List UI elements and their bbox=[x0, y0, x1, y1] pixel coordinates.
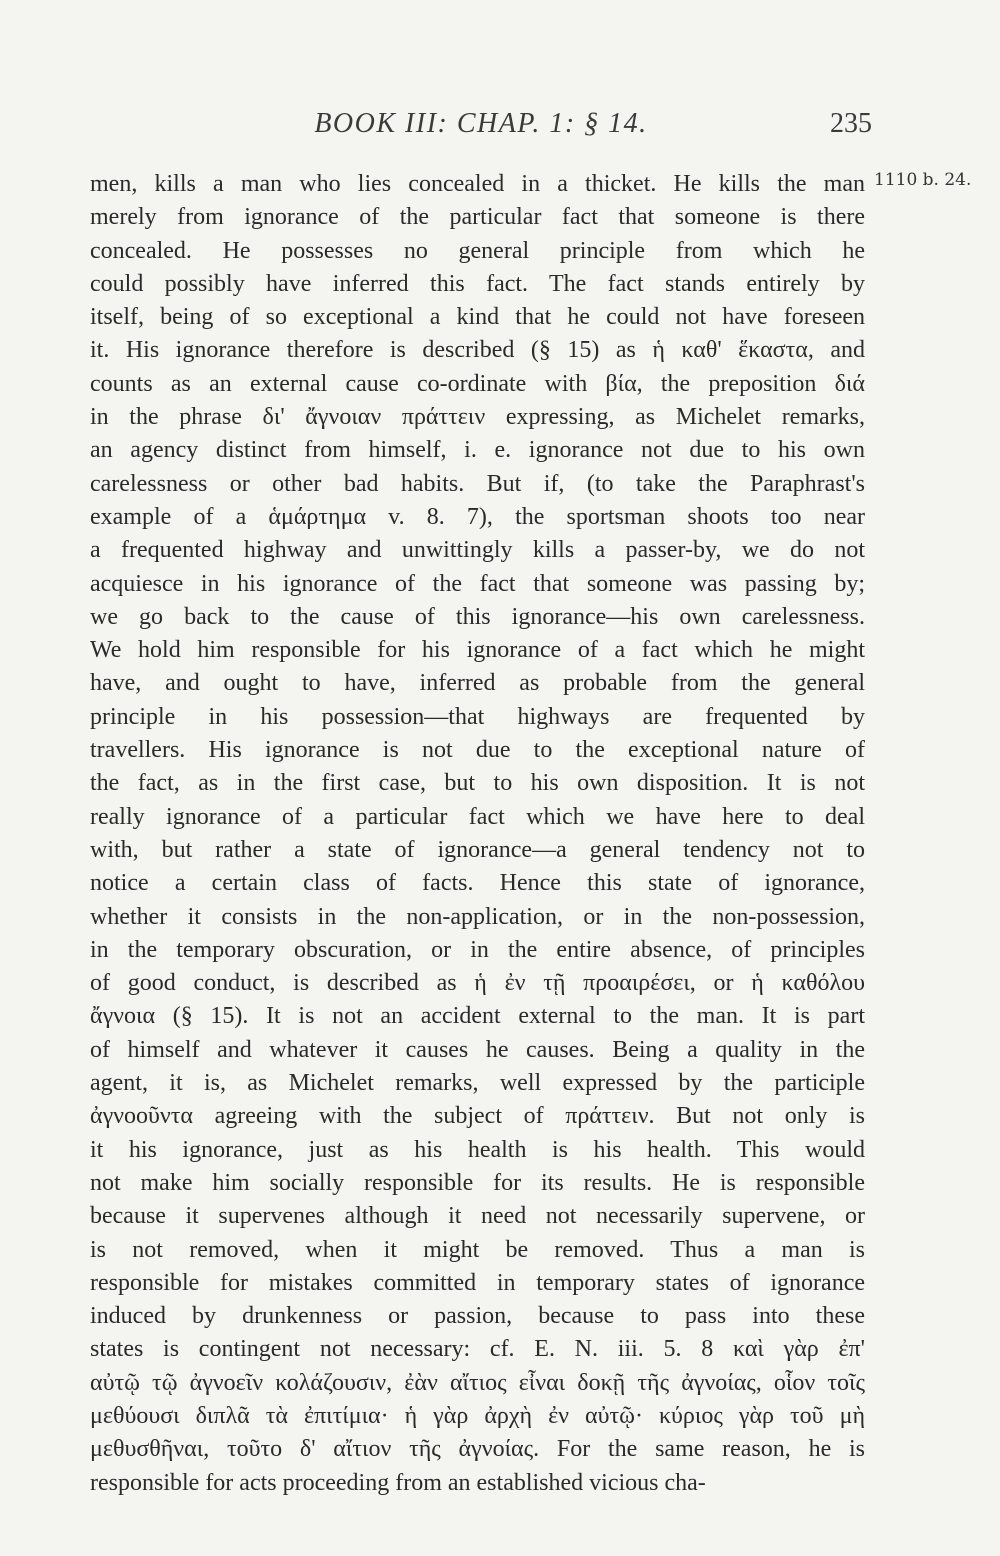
text-line: induced by drunkenness or passion, because to pass into these bbox=[90, 1303, 865, 1330]
text-line: states is contingent not necessary: cf. E. N. iii. 5. 8 καὶ γὰρ ἐπ' bbox=[90, 1336, 865, 1363]
body-text bbox=[90, 168, 865, 1500]
text-line: of himself and whatever it causes he causes. Being a quality in the bbox=[90, 1036, 865, 1063]
text-line: notice a certain class of facts. Hence this state of ignorance, bbox=[90, 870, 865, 897]
text-line: it. His ignorance therefore is described (§ 15) as ἡ καθ' ἕκαστα, and bbox=[90, 337, 865, 364]
text-line: because it supervenes although it need not necessarily supervene, or bbox=[90, 1203, 865, 1230]
text-line: μεθύουσι διπλᾶ τὰ ἐπιτίμια· ἡ γὰρ ἀρχὴ ἐν αὐτῷ· κύριος γὰρ τοῦ μὴ bbox=[90, 1402, 865, 1429]
text-line: with, but rather a state of ignorance—a general tendency not to bbox=[90, 836, 865, 863]
text-line: we go back to the cause of this ignorance—his own carelessness. bbox=[90, 603, 865, 630]
text-line: acquiesce in his ignorance of the fact that someone was passing by; bbox=[90, 570, 865, 597]
text-line: in the temporary obscuration, or in the entire absence, of principles bbox=[90, 936, 865, 963]
text-line: a frequented highway and unwittingly kills a passer-by, we do not bbox=[90, 537, 865, 564]
text-line: counts as an external cause co-ordinate with βία, the preposition διά bbox=[90, 370, 865, 397]
text-line: could possibly have inferred this fact. The fact stands entirely by bbox=[90, 270, 865, 297]
text-line: of good conduct, is described as ἡ ἐν τῇ προαιρέσει, or ἡ καθόλου bbox=[90, 970, 865, 997]
text-line: it his ignorance, just as his health is his health. This would bbox=[90, 1136, 865, 1163]
text-line: μεθυσθῆναι, τοῦτο δ' αἴτιον τῆς ἀγνοίας. For the same reason, he is bbox=[90, 1436, 865, 1463]
text-line: really ignorance of a particular fact which we have here to deal bbox=[90, 803, 865, 830]
text-line: αὐτῷ τῷ ἀγνοεῖν κολάζουσιν, ἐὰν αἴτιος εἶναι δοκῇ τῆς ἀγνοίας, οἷον τοῖς bbox=[90, 1369, 865, 1396]
text-line: responsible for acts proceeding from an established vicious cha- bbox=[90, 1469, 706, 1496]
margin-reference: 1110 b. 24. bbox=[874, 170, 972, 190]
text-line: agent, it is, as Michelet remarks, well expressed by the participle bbox=[90, 1070, 865, 1097]
text-line: men, kills a man who lies concealed in a thicket. He kills the man bbox=[90, 171, 865, 197]
text-line: concealed. He possesses no general principle from which he bbox=[90, 237, 865, 264]
page-header bbox=[90, 108, 872, 148]
text-line: have, and ought to have, inferred as probable from the general bbox=[90, 670, 865, 697]
page-number: 235 bbox=[830, 108, 872, 139]
text-line: travellers. His ignorance is not due to the exceptional nature of bbox=[90, 737, 865, 764]
text-line: in the phrase δι' ἄγνοιαν πράττειν expressing, as Michelet remarks, bbox=[90, 404, 865, 431]
text-line: responsible for mistakes committed in temporary states of ignorance bbox=[90, 1269, 865, 1296]
text-line: ἀγνοοῦντα agreeing with the subject of πράττειν. But not only is bbox=[90, 1103, 865, 1130]
text-line: the fact, as in the first case, but to his own disposition. It is not bbox=[90, 770, 865, 797]
text-line: We hold him responsible for his ignorance of a fact which he might bbox=[90, 637, 865, 664]
text-line: not make him socially responsible for its results. He is responsible bbox=[90, 1169, 865, 1196]
text-line: itself, being of so exceptional a kind that he could not have foreseen bbox=[90, 304, 865, 331]
text-line: whether it consists in the non-application, or in the non-possession, bbox=[90, 903, 865, 930]
text-line: example of a ἁμάρτημα v. 8. 7), the sportsman shoots too near bbox=[90, 503, 865, 530]
text-line: principle in his possession—that highways are frequented by bbox=[90, 703, 865, 730]
text-line: ἄγνοια (§ 15). It is not an accident external to the man. It is part bbox=[90, 1003, 865, 1030]
running-head: BOOK III: CHAP. 1: § 14. bbox=[314, 108, 648, 139]
text-line: is not removed, when it might be removed. Thus a man is bbox=[90, 1236, 865, 1263]
text-line: merely from ignorance of the particular fact that someone is there bbox=[90, 204, 865, 231]
text-line: carelessness or other bad habits. But if, (to take the Paraphrast's bbox=[90, 470, 865, 497]
text-line: an agency distinct from himself, i. e. ignorance not due to his own bbox=[90, 437, 865, 464]
